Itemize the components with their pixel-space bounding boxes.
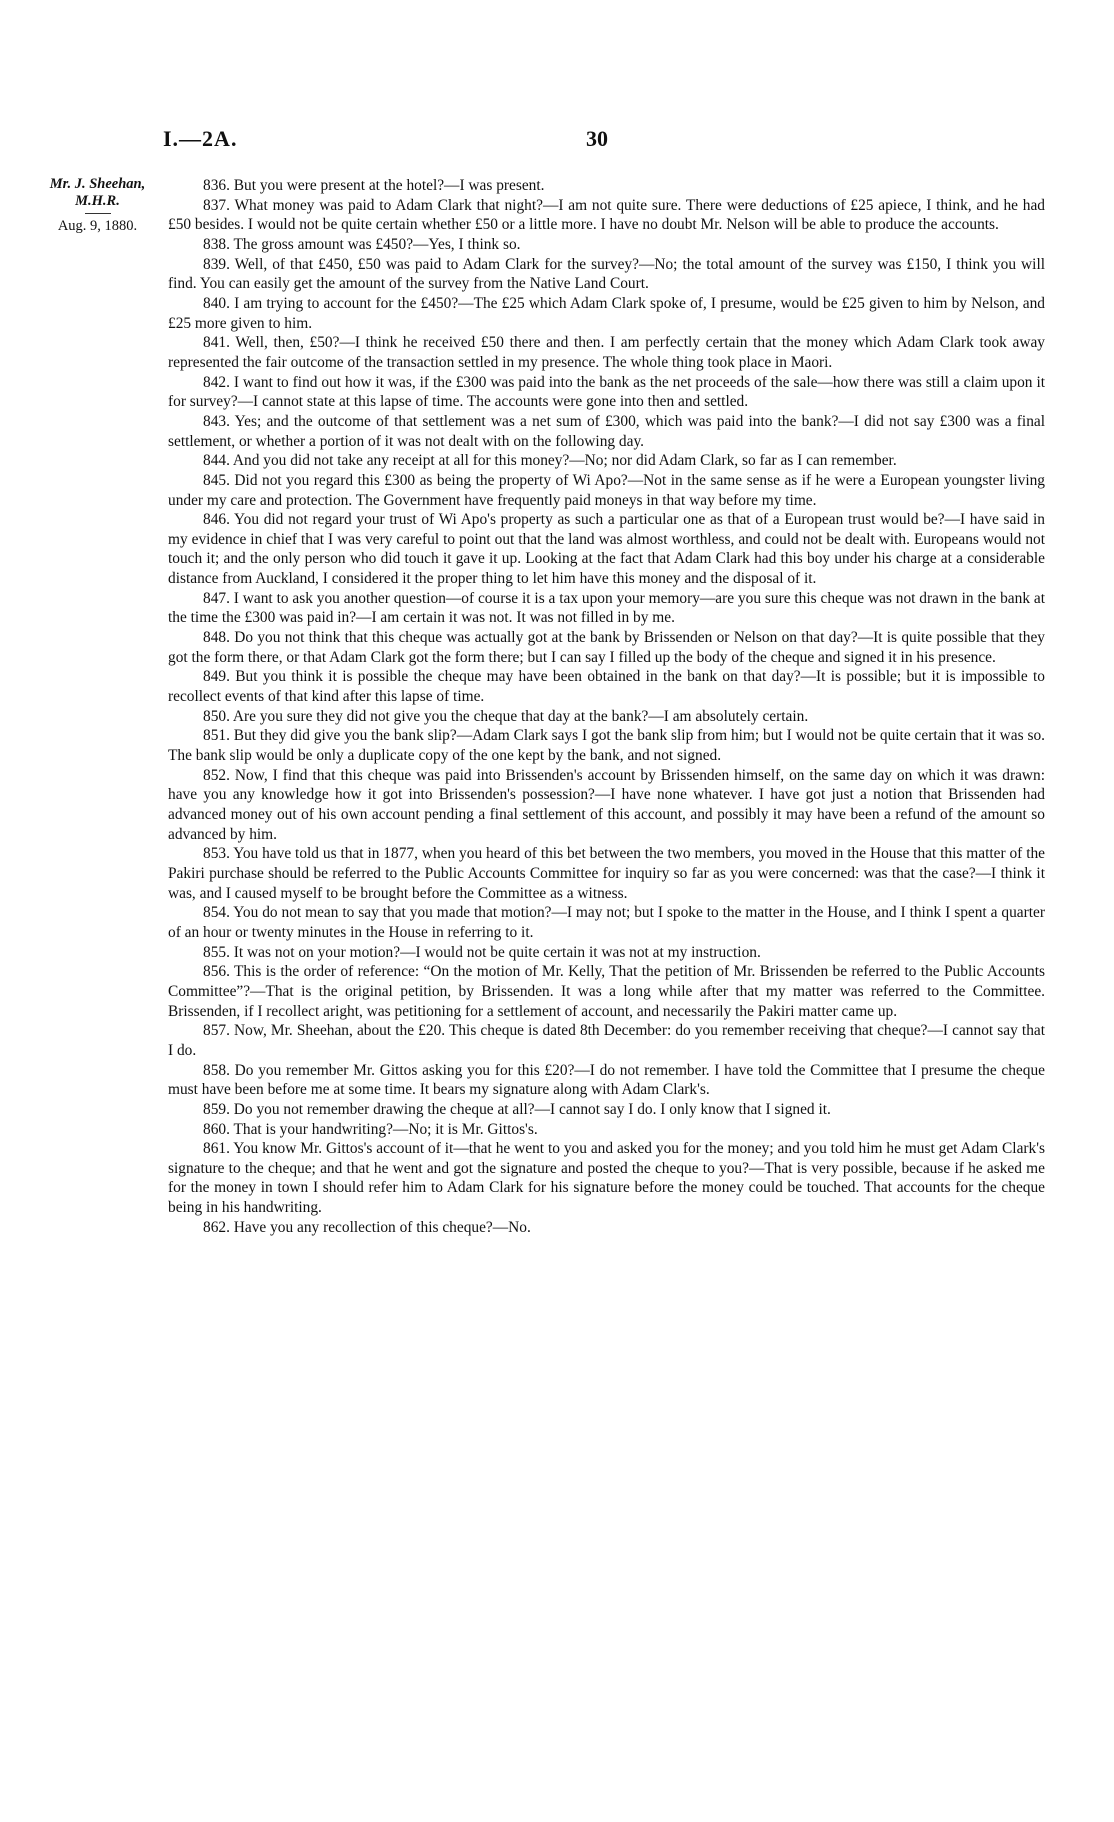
paragraph-853: 853. You have told us that in 1877, when you heard of this bet between the two members, you moved in the House that this matter of the Pakiri purchase should be referred to the Public Accounts Committee for inquiry so far as you were concerned: was that the case?—I think it was, and I caused myself to be brought before the Committee as a witness. — [168, 845, 1045, 902]
paragraph-841: 841. Well, then, £50?—I think he received £50 there and then. I am perfectly certain that the money which Adam Clark took away represented the fair outcome of the transaction settled in my presence. The whole thing took place in Maori. — [168, 334, 1045, 371]
paragraph-862: 862. Have you any recollection of this cheque?—No. — [203, 1218, 531, 1236]
hearing-date: Aug. 9, 1880. — [57, 218, 138, 234]
paragraph-849: 849. But you think it is possible the cheque may have been obtained in the bank on that day?—It is possible; but it is impossible to recollect events of that kind after this lapse of time. — [168, 668, 1045, 706]
paragraph-844: 844. And you did not take any receipt at all for this money?—No; nor did Adam Clark, so far as I can remember. — [203, 452, 897, 470]
paragraph-856: 856. This is the order of reference: “On the motion of Mr. Kelly, That the petition of Mr. Brissenden be referred to the Public Accounts Committee”?—That is the original petition, by Brissenden. It was a long while after that my matter was referred to the Committee. Brissenden, if I recollect aright, was petitioning for a settlement of account, and necessarily the Pakiri matter came up. — [168, 963, 1045, 1020]
margin-divider — [85, 213, 111, 214]
paragraph-851: 851. But they did give you the bank slip?—Adam Clark says I got the bank slip from him; but I would not be quite certain that it was so. The bank slip would be only a duplicate copy of the one kept by the bank, and not signed. — [168, 727, 1045, 765]
margin-note — [30, 176, 165, 235]
paragraph-848: 848. Do you not think that this cheque was actually got at the bank by Brissenden or Nelson on that day?—It is quite possible that they got the form there, or that Adam Clark got the form there; but I can say I filled up the body of the cheque and signed it in his presence. — [168, 629, 1045, 666]
paragraph-852: 852. Now, I find that this cheque was paid into Brissenden's account by Brissenden himself, on the same day on which it was drawn: have you any knowledge how it got into Brissenden's possession?—I have none whatever. I have got just a notion that Brissenden had advanced money out of his own account pending a final settlement of this account, and possibly it may have been a refund of the amount so advanced by him. — [168, 766, 1045, 843]
paragraph-837: 837. What money was paid to Adam Clark that night?—I am not quite sure. There were deductions of £25 apiece, I think, and he had £50 besides. I would not be quite certain whether £50 or a little more. I have no doubt Mr. Nelson will be able to produce the accounts. — [168, 196, 1045, 234]
paragraph-838: 838. The gross amount was £450?—Yes, I think so. — [203, 235, 521, 253]
paragraph-836: 836. But you were present at the hotel?—I was present. — [203, 177, 545, 194]
paragraph-858: 858. Do you remember Mr. Gittos asking you for this £20?—I do not remember. I have told the Committee that I presume the cheque must have been before me at some time. It bears my signature along with Adam Clark's. — [168, 1061, 1045, 1099]
paragraph-855: 855. It was not on your motion?—I would not be quite certain it was not at my instruction. — [203, 943, 761, 961]
paragraph-845: 845. Did not you regard this £300 as being the property of Wi Apo?—Not in the same sense as if he were a European youngster living under my care and protection. The Government have frequently paid moneys in that way before my time. — [168, 471, 1045, 509]
paragraph-846: 846. You did not regard your trust of Wi Apo's property as such a particular one as that of a European trust would be?—I have said in my evidence in chief that I was very careful to point out that the land was almost worthless, and could not be dealt with. Europeans would not touch it; and the only person who did touch it gave it up. Looking at the fact that Adam Clark had this boy under his charge at a considerable distance from Auckland, I considered it the proper thing to let him have this money and the disposal of it. — [168, 511, 1045, 588]
paragraph-839: 839. Well, of that £450, £50 was paid to Adam Clark for the survey?—No; the total amount of the survey was £150, I think you will find. You can easily get the amount of the survey from the Native Land Court. — [168, 255, 1045, 293]
paragraph-840: 840. I am trying to account for the £450?—The £25 which Adam Clark spoke of, I presume, would be £25 given to him by Nelson, and £25 more given to him. — [168, 294, 1045, 332]
paragraph-859: 859. Do you not remember drawing the cheque at all?—I cannot say I do. I only know that I signed it. — [203, 1100, 831, 1118]
paragraph-854: 854. You do not mean to say that you made that motion?—I may not; but I spoke to the matter in the House, and I think I spent a quarter of an hour or twenty minutes in the House in referring to it. — [168, 904, 1045, 941]
paragraph-843: 843. Yes; and the outcome of that settlement was a net sum of £300, which was paid into the bank?—I did not say £300 was a final settlement, or whether a portion of it was not dealt with on the following day. — [168, 412, 1045, 450]
testimony-body — [168, 176, 1045, 1237]
paragraph-860: 860. That is your handwriting?—No; it is Mr. Gittos's. — [203, 1120, 538, 1138]
paragraph-857: 857. Now, Mr. Sheehan, about the £20. This cheque is dated 8th December: do you remember receiving that cheque?—I cannot say that I do. — [168, 1022, 1045, 1059]
witness-title: M.H.R. — [75, 193, 120, 209]
document-reference: I.—2A. — [163, 126, 238, 151]
paragraph-861: 861. You know Mr. Gittos's account of it—that he went to you and asked you for the money; and you told him he must get Adam Clark's signature to the cheque; and that he went and got the signature and posted the cheque to you?—That is very possible, because if he asked me for the money in town I should refer him to Adam Clark for his signature before the money could be touched. That accounts for the cheque being in his handwriting. — [168, 1140, 1045, 1217]
paragraph-842: 842. I want to find out how it was, if the £300 was paid into the bank as the net proceeds of the sale—how there was still a claim upon it for survey?—I cannot state at this lapse of time. The accounts were gone into then and settled. — [168, 373, 1045, 411]
paragraph-847: 847. I want to ask you another question—of course it is a tax upon your memory—are you sure this cheque was not drawn in the bank at the time the £300 was paid in?—I am certain it was not. It was not filled in by me. — [168, 589, 1045, 627]
paragraph-850: 850. Are you sure they did not give you the cheque that day at the bank?—I am absolutely certain. — [203, 707, 809, 725]
page-number: 30 — [586, 126, 608, 151]
witness-name: Mr. J. Sheehan, — [49, 176, 146, 192]
page-header — [0, 126, 1114, 156]
